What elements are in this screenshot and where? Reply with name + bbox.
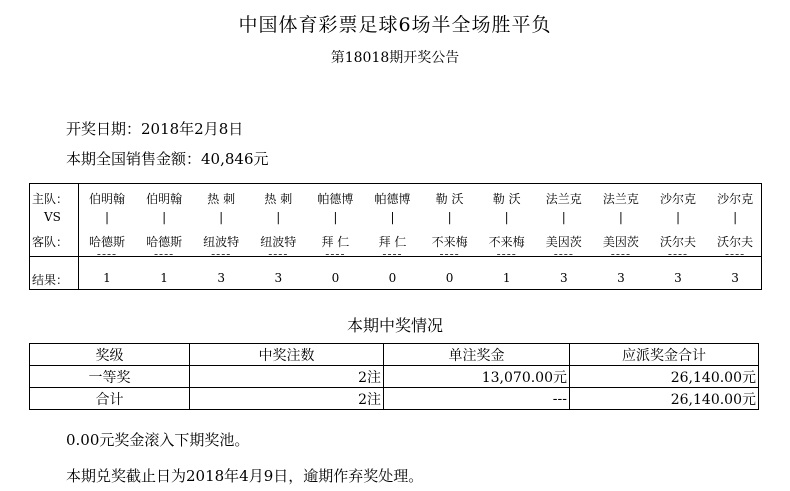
- match-result: 1: [160, 271, 168, 285]
- result-label: 结果：: [32, 273, 69, 287]
- match-table: [29, 183, 762, 290]
- dash-mark: ----: [96, 247, 118, 261]
- notice-title: 中国体育彩票足球6场半全场胜平负: [238, 14, 552, 36]
- vs-label: VS: [44, 210, 61, 224]
- header-count: 中奖注数: [190, 344, 384, 366]
- away-team: 沃尔夫: [659, 235, 696, 249]
- away-team: 哈德斯: [146, 235, 183, 249]
- away-team: 美因茨: [602, 235, 639, 249]
- winner-count: 2注: [190, 366, 384, 388]
- match-result: 3: [274, 271, 283, 285]
- match-result: 0: [445, 271, 454, 285]
- home-team: 法兰克: [602, 192, 639, 206]
- match-result: 3: [217, 271, 225, 285]
- vs-mark: |: [162, 210, 167, 224]
- draw-date: 开奖日期：2018年2月8日: [66, 120, 244, 138]
- match-result: 3: [674, 271, 682, 285]
- unit-prize: 13,070.00元: [384, 366, 570, 388]
- dash-mark: ----: [153, 247, 175, 261]
- sales-amount: 本期全国销售金额：40,846元: [66, 150, 269, 168]
- prize-table: [29, 343, 759, 410]
- header-unit-prize: 单注奖金: [384, 344, 570, 366]
- total-prize: 26,140.00元: [570, 388, 759, 410]
- prize-section-title: 本期中奖情况: [346, 316, 443, 335]
- vs-mark: |: [333, 210, 338, 224]
- home-team: 伯明翰: [146, 192, 183, 206]
- home-team: 勒 沃: [435, 192, 464, 206]
- home-team: 热 刺: [207, 192, 236, 206]
- home-team: 沙尔克: [717, 192, 754, 206]
- dash-mark: ----: [268, 247, 289, 261]
- vs-mark: |: [390, 210, 395, 224]
- dash-mark: ----: [667, 247, 689, 261]
- prize-level: 合计: [30, 388, 190, 410]
- prize-level: 一等奖: [30, 366, 190, 388]
- home-team: 热 刺: [264, 192, 293, 206]
- away-team: 美因茨: [545, 235, 582, 249]
- table-row: [30, 388, 759, 410]
- dash-mark: ----: [610, 247, 631, 261]
- match-result: 0: [331, 271, 340, 285]
- away-team: 拜 仁: [378, 235, 407, 249]
- away-team: 沃尔夫: [717, 235, 754, 249]
- vs-mark: |: [675, 210, 681, 224]
- vs-mark: |: [104, 210, 110, 224]
- home-team: 伯明翰: [88, 192, 125, 206]
- dash-mark: ----: [496, 247, 517, 261]
- dash-mark: ----: [325, 247, 346, 261]
- dash-mark: ----: [724, 247, 746, 261]
- issue-subtitle: 第18018期开奖公告: [330, 50, 460, 66]
- dash-mark: ----: [211, 247, 232, 261]
- away-label: 客队：: [32, 235, 69, 249]
- table-row: [30, 366, 759, 388]
- vs-mark: |: [618, 210, 623, 224]
- match-result: 3: [617, 271, 625, 285]
- away-team: 纽波特: [260, 235, 297, 249]
- rollover-note: 0.00元奖金滚入下期奖池。: [66, 431, 250, 449]
- home-team: 帕德博: [374, 192, 411, 206]
- unit-prize: ---: [384, 388, 570, 410]
- away-team: 不来梅: [431, 235, 468, 249]
- away-team: 纽波特: [203, 235, 240, 249]
- match-result: 1: [103, 271, 111, 285]
- header-level: 奖级: [30, 344, 190, 366]
- total-prize: 26,140.00元: [570, 366, 759, 388]
- match-result: 1: [502, 271, 511, 285]
- prize-header-row: [30, 344, 759, 366]
- dash-mark: ----: [439, 247, 460, 261]
- home-team: 勒 沃: [492, 192, 521, 206]
- vs-mark: |: [219, 210, 224, 224]
- vs-mark: |: [733, 210, 738, 224]
- dash-mark: ----: [382, 247, 403, 261]
- vs-mark: |: [276, 210, 281, 224]
- match-result: 0: [388, 271, 397, 285]
- header-total: 应派奖金合计: [570, 344, 759, 366]
- home-label: 主队：: [32, 192, 69, 206]
- match-result: 3: [559, 271, 568, 285]
- away-team: 不来梅: [488, 235, 525, 249]
- home-team: 帕德博: [317, 192, 354, 206]
- home-team: 法兰克: [545, 192, 582, 206]
- vs-mark: |: [447, 210, 452, 224]
- winner-count: 2注: [190, 388, 384, 410]
- vs-mark: |: [504, 210, 509, 224]
- vs-mark: |: [561, 210, 566, 224]
- deadline-note: 本期兑奖截止日为2018年4月9日，逾期作弃奖处理。: [66, 467, 424, 485]
- away-team: 拜 仁: [321, 235, 350, 249]
- dash-mark: ----: [553, 247, 574, 261]
- home-team: 沙尔克: [659, 192, 696, 206]
- match-result: 3: [731, 271, 739, 285]
- away-team: 哈德斯: [88, 235, 125, 249]
